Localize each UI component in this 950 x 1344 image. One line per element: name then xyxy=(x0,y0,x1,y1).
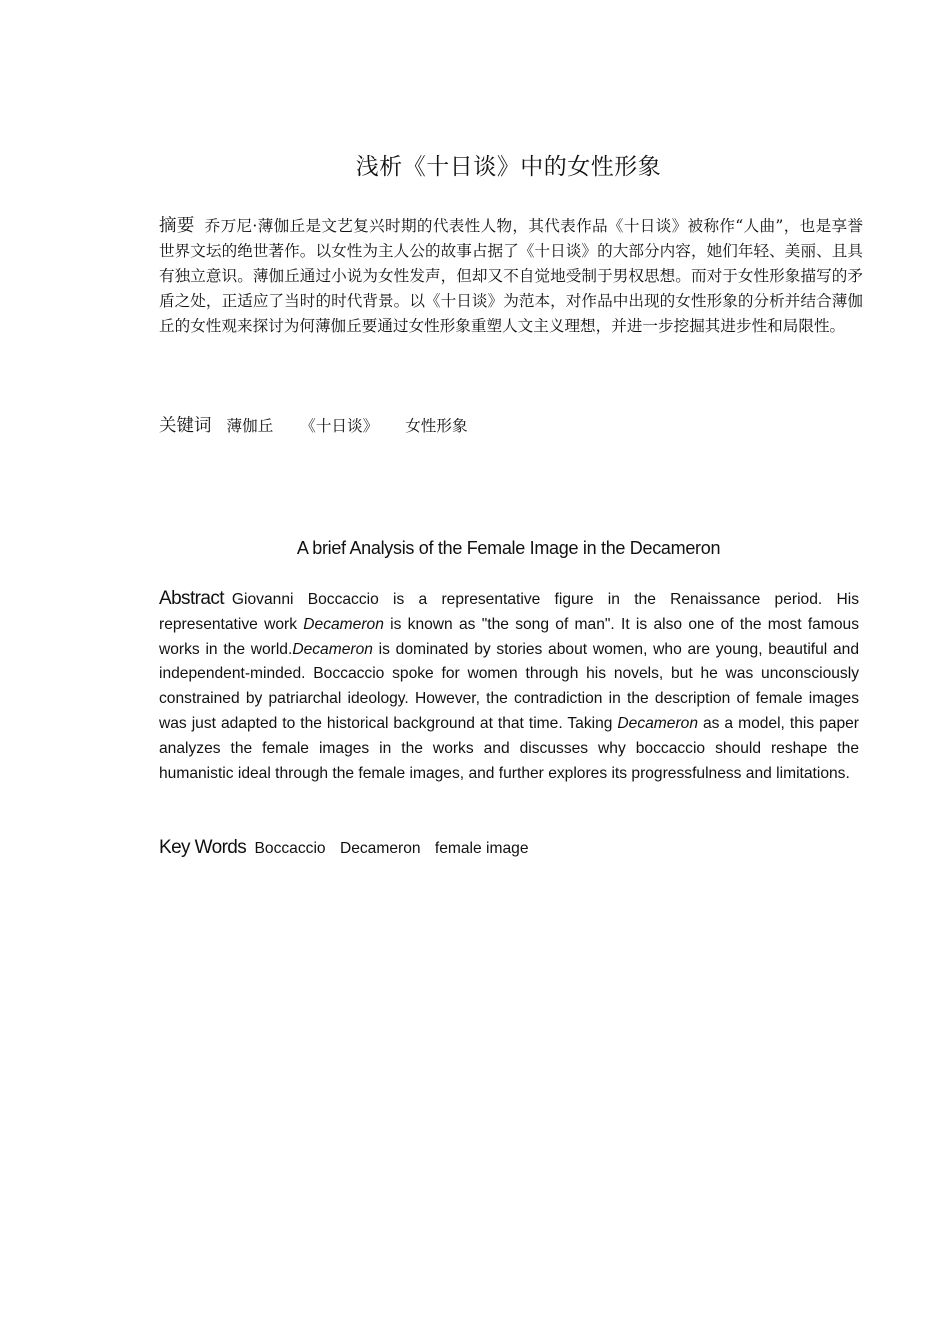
english-keywords-label: Key Words xyxy=(159,837,247,858)
chinese-abstract-text: 乔万尼·薄伽丘是文艺复兴时期的代表性人物，其代表作品《十日谈》被称作“人曲”，也是享誉世界文坛的绝世著作。以女性为主人公的故事占据了《十日谈》的大部分内容，她们年轻、美丽、且具有独立意识。薄伽丘通过小说为女性发声，但却又不自觉地受制于男权思想。而对于女性形象描写的矛盾之处，正适应了当时的时代背景。以《十日谈》为范本，对作品中出现的女性形象的分析并结合薄伽丘的女性观来探讨为何薄伽丘要通过女性形象重塑人文主义理想，并进一步挖掘其进步性和局限性。 xyxy=(159,217,863,335)
chinese-keywords xyxy=(159,414,490,439)
chinese-keyword: 女性形象 xyxy=(405,417,468,435)
chinese-keyword: 薄伽丘 xyxy=(226,417,274,435)
english-abstract-text: as a model, this paper analyzes the female images in the works and discusses why boccaccio should reshape the humanistic ideal through the female images, and further explores its progressfulness and limitations. xyxy=(159,714,859,782)
chinese-abstract xyxy=(159,214,863,339)
chinese-abstract-label: 摘要 xyxy=(159,216,195,236)
english-keyword: female image xyxy=(434,840,529,857)
english-keywords xyxy=(159,836,539,861)
english-keyword: Boccaccio xyxy=(254,840,326,857)
english-abstract-text: is dominated by stories about women, who are young, beautiful and independent-minded. Boccaccio spoke for women through his novels, but he was unconsciously constrained by patriarchal ideology. However, the contradiction in the description of female images was just adapted to the historical background at that time. Taking xyxy=(159,640,859,732)
chinese-keyword: 《十日谈》 xyxy=(300,417,379,435)
english-title: A brief Analysis of the Female Image in the Decameron xyxy=(296,538,721,558)
italic-work-title: Decameron xyxy=(617,714,699,732)
english-abstract-label: Abstract xyxy=(159,588,224,609)
italic-work-title: Decameron xyxy=(303,615,384,633)
chinese-title: 浅析《十日谈》中的女性形象 xyxy=(355,154,662,180)
italic-work-title: Decameron xyxy=(292,640,373,658)
chinese-keywords-label: 关键词 xyxy=(159,416,212,436)
english-abstract-text: Giovanni Boccaccio is a representative figure in the Renaissance period. His representative work xyxy=(159,591,859,633)
english-abstract xyxy=(159,587,859,786)
english-keyword: Decameron xyxy=(339,840,421,857)
english-abstract-text: is known as "the song of man". It is also one of the most famous works in the world. xyxy=(159,615,859,658)
